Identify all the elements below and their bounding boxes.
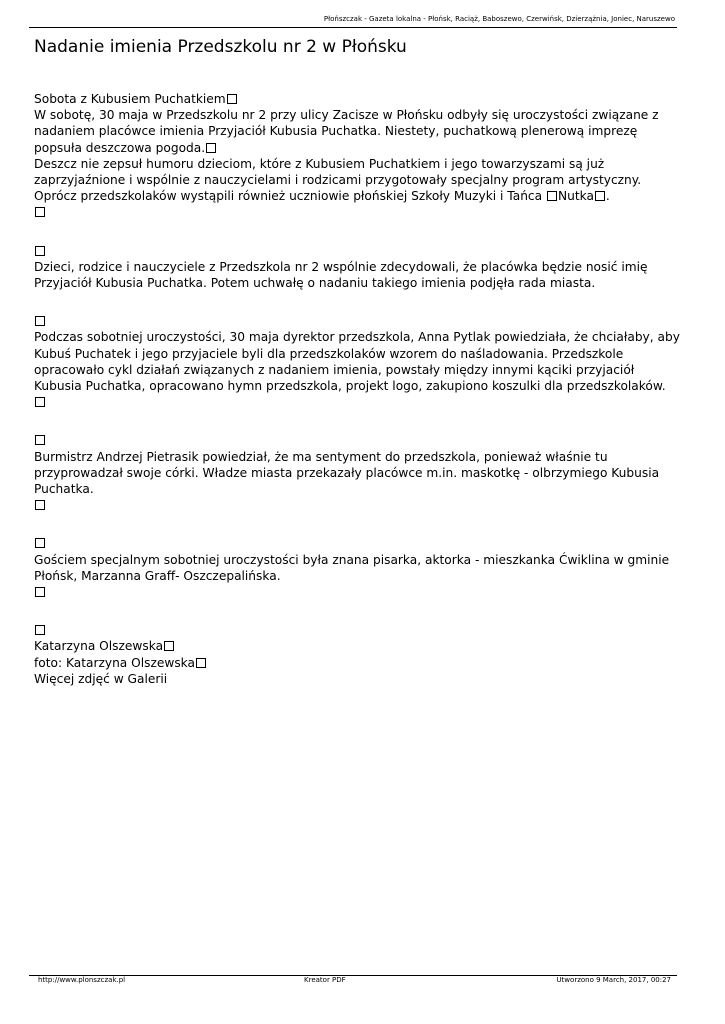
- paragraph-2-quote: Nutka: [557, 189, 594, 204]
- footer-created: Utworzono 9 March, 2017, 00:27: [556, 976, 671, 984]
- missing-glyph-icon: [227, 94, 237, 104]
- article-title: Nadanie imienia Przedszkolu nr 2 w Płońsku: [34, 37, 407, 57]
- missing-glyph-icon: [206, 143, 216, 153]
- paragraph-2-text: Deszcz nie zepsuł humoru dzieciom, które z Kubusiem Puchatkiem i jego towarzyszami są już zaprzyjaźnione i wspólnie z nauczycielami i rodzicami przygotowały specjalny program artystyczny. Oprócz przedszkolaków wystąpili również uczniowie płońskiej Szkoły Muzyki i Tańca: [34, 156, 642, 204]
- missing-glyph-icon: [35, 625, 45, 635]
- lead-heading-paragraph: [34, 91, 680, 107]
- gallery-link[interactable]: Więcej zdjęć w Galerii: [34, 671, 168, 686]
- missing-glyph-icon: [35, 397, 45, 407]
- placeholder-line: [34, 432, 680, 448]
- paragraph-2: Deszcz nie zepsuł humoru dzieciom, które z Kubusiem Puchatkiem i jego towarzyszami są już zaprzyjaźnione i wspólnie z nauczycielami i rodzicami przygotowały specjalny program artystyczny. Oprócz przedszkolaków wystąpili również uczniowie płońskiej Szkoły Muzyki i Tańca Nutka .: [34, 156, 642, 204]
- placeholder-line: [34, 497, 680, 513]
- placeholder-line: [34, 204, 680, 220]
- footer-url[interactable]: http://www.plonszczak.pl: [38, 976, 126, 984]
- paragraph-1-text: W sobotę, 30 maja w Przedszkolu nr 2 przy ulicy Zacisze w Płońsku odbyły się uroczystości związane z nadaniem placówce imienia Przyjaciół Kubusia Puchatka. Niestety, puchatkową plenerową imprezę popsuła deszczowa pogoda.: [34, 108, 659, 155]
- article-body: [34, 91, 680, 687]
- missing-glyph-icon: [35, 500, 45, 510]
- missing-glyph-icon: [35, 587, 45, 597]
- placeholder-line: [34, 243, 680, 259]
- missing-glyph-icon: [196, 658, 206, 668]
- paragraph-3: Dzieci, rodzice i nauczyciele z Przedszkola nr 2 wspólnie zdecydowali, że placówka będzie nosić imię Przyjaciół Kubusia Puchatka. Potem uchwałę o nadaniu takiego imienia podjęła rada miasta.: [34, 259, 648, 291]
- paragraph-4: Podczas sobotniej uroczystości, 30 maja dyrektor przedszkola, Anna Pytlak powiedziała, że chciałaby, aby Kubuś Puchatek i jego przyjaciele byli dla przedszkolaków wzorem do naśladowania. Przedszkole opracowało cykl działań związanych z nadaniem imienia, powstały między innymi kąciki przyjaciół Kubusia Puchatka, opracowano hymn przedszkola, projekt logo, zakupiono koszulki dla przedszkolaków.: [34, 330, 680, 394]
- missing-glyph-icon: [35, 316, 45, 326]
- lead-heading: Sobota z Kubusiem Puchatkiem: [34, 92, 226, 106]
- page-header: Płońszczak - Gazeta lokalna - Płońsk, Raciąż, Baboszewo, Czerwińsk, Dzierzążnia, Joniec, Naruszewo: [323, 15, 675, 23]
- missing-glyph-icon: [595, 191, 605, 201]
- missing-glyph-icon: [164, 641, 174, 651]
- missing-glyph-icon: [35, 207, 45, 217]
- photo-credit-line: [34, 655, 680, 671]
- footer-generator: Kreator PDF: [304, 976, 346, 984]
- placeholder-line: [34, 584, 680, 600]
- paragraph-5: Burmistrz Andrzej Pietrasik powiedział, że ma sentyment do przedszkola, ponieważ właśnie tu przyprowadzał swoje córki. Władze miasta przekazały placówce m.in. maskotkę - olbrzymiego Kubusia Puchatka.: [34, 449, 660, 497]
- placeholder-line: [34, 535, 680, 551]
- missing-glyph-icon: [547, 191, 557, 201]
- missing-glyph-icon: [35, 435, 45, 445]
- missing-glyph-icon: [35, 246, 45, 256]
- photo-credit: foto: Katarzyna Olszewska: [34, 655, 195, 670]
- missing-glyph-icon: [35, 538, 45, 548]
- paragraph-1: [34, 107, 680, 156]
- author-line: [34, 638, 680, 654]
- paragraph-6: Gościem specjalnym sobotniej uroczystości była znana pisarka, aktorka - mieszkanka Ćwiklina w gminie Płońsk, Marzanna Graff- Oszczepalińska.: [34, 552, 670, 583]
- header-divider: [29, 27, 677, 28]
- author: Katarzyna Olszewska: [34, 639, 164, 654]
- placeholder-line: [34, 394, 680, 410]
- placeholder-line: [34, 313, 680, 329]
- placeholder-line: [34, 622, 680, 638]
